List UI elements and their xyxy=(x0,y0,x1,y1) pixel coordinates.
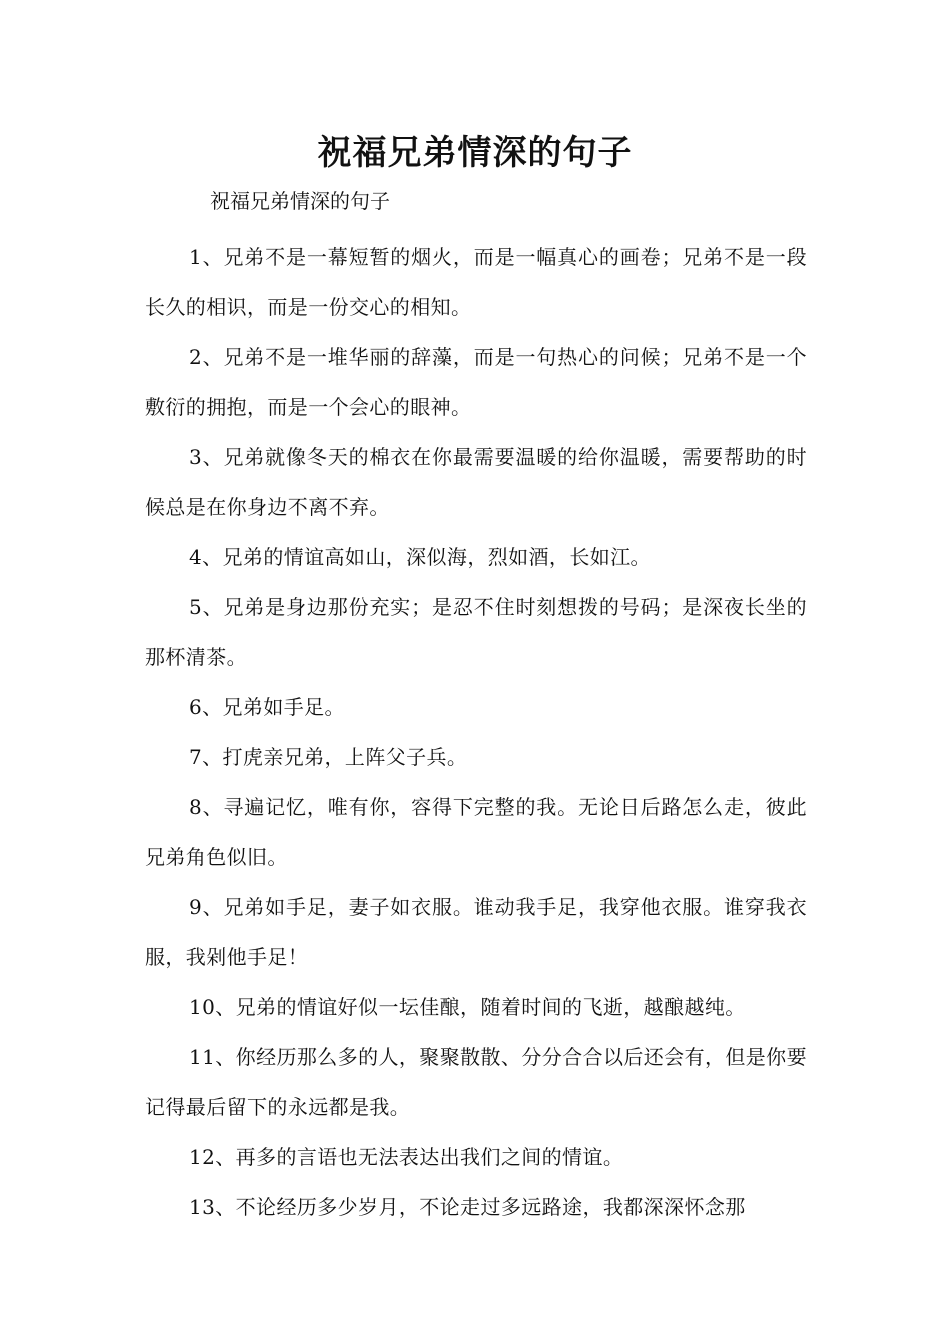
paragraph-1: 1、兄弟不是一幕短暂的烟火，而是一幅真心的画卷；兄弟不是一段长久的相识，而是一份交心的相知。 xyxy=(145,245,807,319)
paragraph-13: 13、不论经历多少岁月，不论走过多远路途，我都深深怀念那 xyxy=(189,1195,746,1219)
document-subtitle: 祝福兄弟情深的句子 xyxy=(210,189,390,213)
paragraph-8: 8、寻遍记忆，唯有你，容得下完整的我。无论日后路怎么走，彼此兄弟角色似旧。 xyxy=(145,795,807,869)
paragraph-3: 3、兄弟就像冬天的棉衣在你最需要温暖的给你温暖，需要帮助的时候总是在你身边不离不弃。 xyxy=(145,445,807,519)
paragraph-6: 6、兄弟如手足。 xyxy=(189,695,345,719)
paragraph-7: 7、打虎亲兄弟，上阵父子兵。 xyxy=(189,745,468,769)
paragraph-4: 4、兄弟的情谊高如山，深似海，烈如酒，长如江。 xyxy=(189,545,651,569)
paragraph-9: 9、兄弟如手足，妻子如衣服。谁动我手足，我穿他衣服。谁穿我衣服，我剁他手足！ xyxy=(145,895,807,969)
document-title: 祝福兄弟情深的句子 xyxy=(317,133,633,173)
paragraph-5: 5、兄弟是身边那份充实；是忍不住时刻想拨的号码；是深夜长坐的那杯清茶。 xyxy=(145,595,807,669)
paragraph-2: 2、兄弟不是一堆华丽的辞藻，而是一句热心的问候；兄弟不是一个敷衍的拥抱，而是一个会心的眼神。 xyxy=(145,345,807,419)
paragraph-11: 11、你经历那么多的人，聚聚散散、分分合合以后还会有，但是你要记得最后留下的永远都是我。 xyxy=(145,1045,807,1119)
document-body xyxy=(145,232,807,1232)
paragraph-10: 10、兄弟的情谊好似一坛佳酿，随着时间的飞逝，越酿越纯。 xyxy=(189,995,746,1019)
paragraph-12: 12、再多的言语也无法表达出我们之间的情谊。 xyxy=(189,1145,624,1169)
